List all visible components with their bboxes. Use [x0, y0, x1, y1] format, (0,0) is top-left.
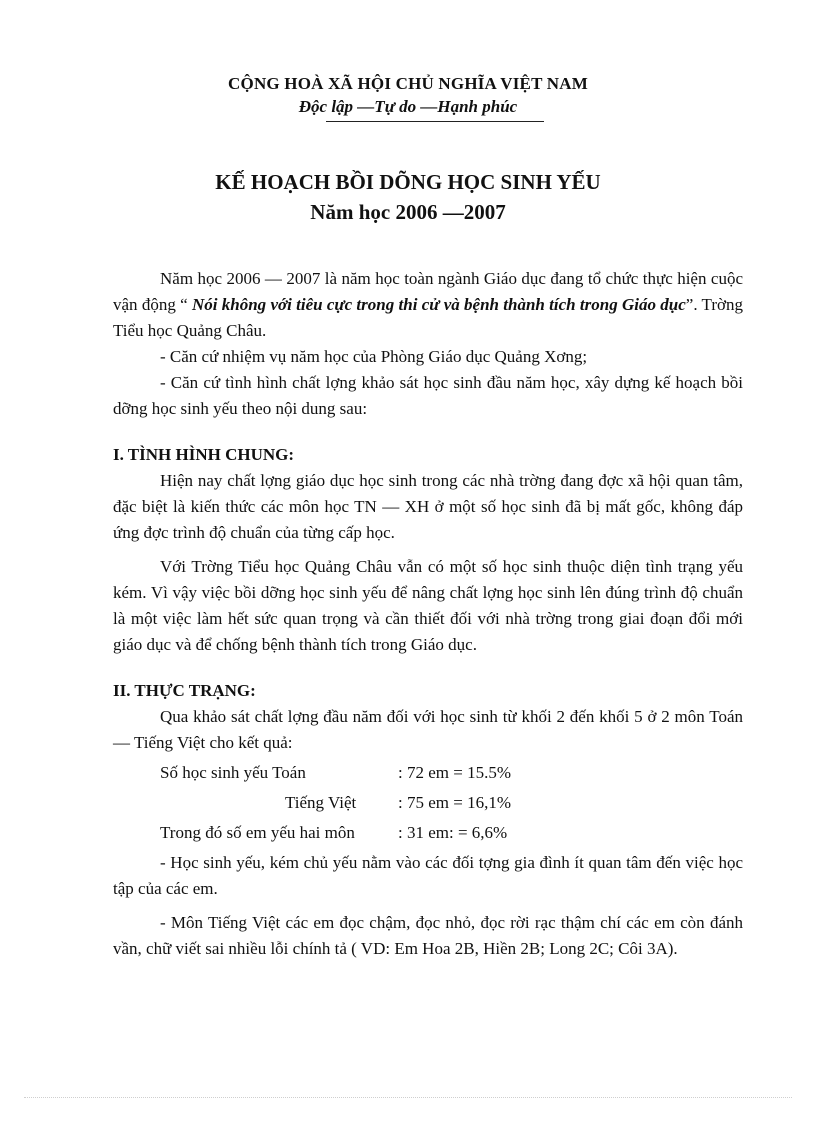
intro-paragraph [113, 266, 743, 344]
campaign-name: Nói không với tiêu cực trong thi cử và bệnh thành tích trong Giáo dục [191, 295, 686, 314]
stat-label: Số học sinh yếu Toán [160, 763, 306, 782]
section-2-paragraph-1: Qua khảo sát chất lợng đầu năm đối với học sinh từ khối 2 đến khối 5 ở 2 môn Toán — Tiếng Việt cho kết quả: [113, 707, 743, 752]
section-2-heading: II. THỰC TRẠNG: [113, 681, 256, 700]
stat-label: Tiếng Việt [285, 793, 357, 812]
stat-row-both [113, 820, 743, 850]
section-2-paragraph-2: - Học sinh yếu, kém chủ yếu nằm vào các đối tợng gia đình ít quan tâm đến việc học tập của các em. [113, 853, 743, 898]
document-title: KẾ HOẠCH BỒI DÕNG HỌC SINH YẾU [215, 170, 601, 194]
document-year: Năm học 2006 —2007 [310, 200, 506, 224]
section-1-paragraph-2: Với Trờng Tiểu học Quảng Châu vẫn có một số học sinh thuộc diện tình trạng yếu kém. Vì vậy việc bồi dỡng học sinh yếu để nâng chất lợng học sinh lên đúng trình độ chuẩn là một việc làm hết sức quan trọng và cần thiết đối với nhà trờng trong giai đoạn đổi mới giáo dục và để chống bệnh thành tích trong Giáo dục. [113, 557, 743, 654]
stat-value: : 31 em: = 6,6% [398, 823, 508, 842]
document-body [113, 266, 743, 962]
stat-row-vietnamese [113, 790, 743, 820]
motto-underline [326, 121, 544, 122]
section-1-paragraph-1: Hiện nay chất lợng giáo dục học sinh trong các nhà trờng đang đợc xã hội quan tâm, đặc biệt là kiến thức các môn học TN — XH ở một số học sinh đã bị mất gốc, không đáp ứng đợc trình độ chuẩn của từng cấp học. [113, 471, 743, 542]
basis-paragraph-2: - Căn cứ tình hình chất lợng khảo sát học sinh đầu năm học, xây dựng kế hoạch bồi dỡng học sinh yếu theo nội dung sau: [113, 373, 743, 418]
stat-label: Trong đó số em yếu hai môn [160, 823, 355, 842]
stat-value: : 72 em = 15.5% [398, 763, 511, 782]
national-motto: Độc lập —Tự do —Hạnh phúc [298, 97, 518, 116]
section-2-paragraph-3: - Môn Tiếng Việt các em đọc chậm, đọc nhỏ, đọc rời rạc thậm chí các em còn đánh vần, chữ viết sai nhiều lỗi chính tả ( VD: Em Hoa 2B, Hiền 2B; Long 2C; Côi 3A). [113, 913, 743, 958]
page-bottom-rule [24, 1097, 792, 1098]
section-1-heading: I. TÌNH HÌNH CHUNG: [113, 445, 295, 464]
national-title: CỘNG HOÀ XÃ HỘI CHỦ NGHĨA VIỆT NAM [228, 74, 588, 93]
stat-row-math [113, 760, 743, 790]
stat-value: : 75 em = 16,1% [398, 793, 511, 812]
intro-text-a: Năm học 2006 — 2007 là năm học toàn ngành Giáo dục đang tổ chức thực hiện cuộc vận động “ [113, 269, 743, 314]
basis-paragraph-1: - Căn cứ nhiệm vụ năm học của Phòng Giáo dục Quảng Xơng; [160, 347, 588, 366]
intro-text-b: ”. Trờng Tiểu học Quảng Châu. [113, 295, 743, 340]
